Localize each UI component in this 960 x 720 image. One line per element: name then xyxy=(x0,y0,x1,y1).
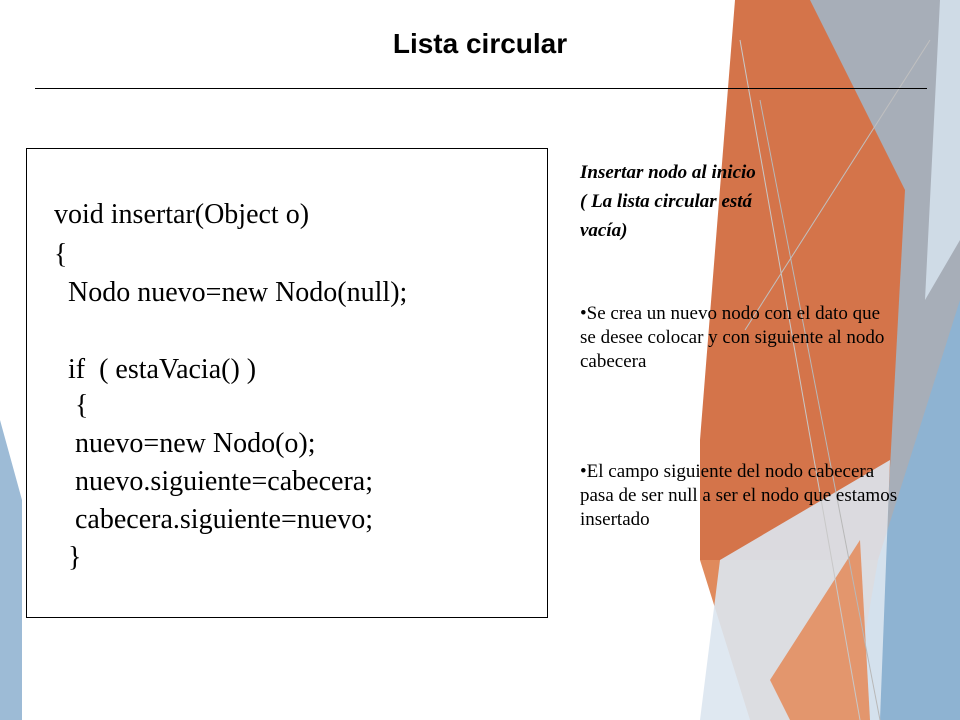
code-line: { xyxy=(54,390,89,421)
notes-heading xyxy=(580,158,850,245)
slide-title: Lista circular xyxy=(392,28,568,59)
code-line: nuevo.siguiente=cabecera; xyxy=(54,466,373,497)
bullet-text: Se crea un nuevo nodo con el dato que se desee colocar y con siguiente al nodo cabecera xyxy=(580,303,885,372)
notes-heading-line: Insertar nodo al inicio xyxy=(580,162,756,183)
bullet-text: El campo siguiente del nodo cabecera pasa de ser null a ser el nodo que estamos insertado xyxy=(580,461,898,530)
bullet-item xyxy=(580,302,898,374)
code-line: nuevo=new Nodo(o); xyxy=(54,428,316,459)
title-divider xyxy=(35,88,927,89)
code-line: void insertar(Object o) xyxy=(54,199,310,230)
bullet-mark: • xyxy=(580,303,587,324)
left-blue-shape xyxy=(0,420,22,720)
code-line: cabecera.siguiente=nuevo; xyxy=(54,504,373,535)
notes-heading-line: ( La lista circular está xyxy=(580,191,753,212)
code-line: if ( estaVacia() ) xyxy=(54,354,257,385)
notes-heading-line: vacía) xyxy=(580,220,628,241)
code-box xyxy=(26,148,548,618)
code-line: { xyxy=(54,239,68,270)
code-line: } xyxy=(54,542,82,573)
bullet-mark: • xyxy=(580,461,587,482)
bullet-item xyxy=(580,460,898,532)
code-line: Nodo nuevo=new Nodo(null); xyxy=(54,277,408,308)
